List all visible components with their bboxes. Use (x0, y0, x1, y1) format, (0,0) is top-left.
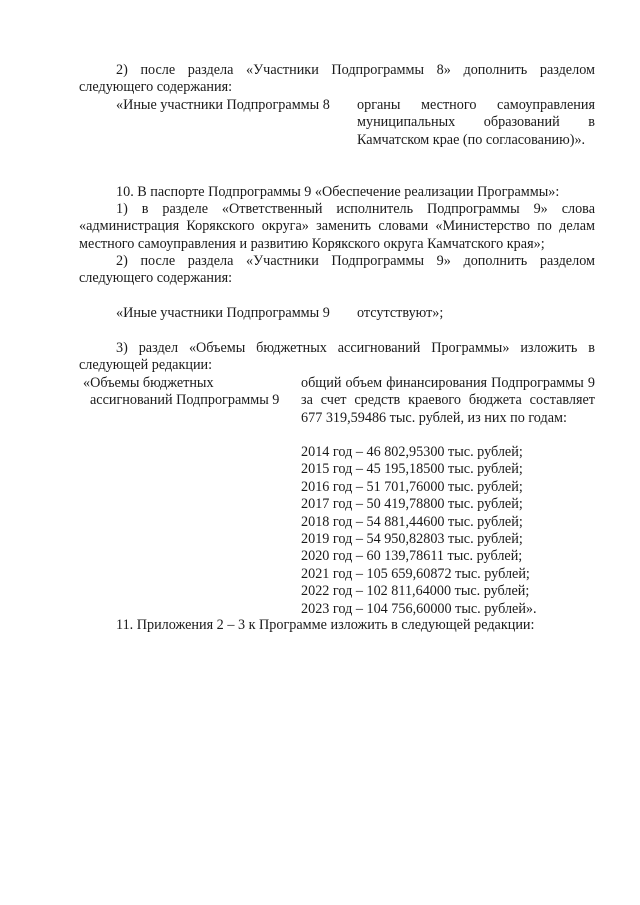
row9-label: «Иные участники Подпрограммы 9 (116, 305, 330, 321)
budget-year-row: 2015 год – 45 195,18500 тыс. рублей; (301, 461, 523, 478)
paragraph-item-10: 10. В паспорте Подпрограммы 9 «Обеспечение реализации Программы»: (116, 184, 560, 200)
row8-label: «Иные участники Подпрограммы 8 (116, 97, 330, 113)
paragraph-item-10-3: 3) раздел «Объемы бюджетных ассигнований Программы» изложить в следующей редакции: (79, 340, 595, 374)
budget-label-line1: «Объемы бюджетных (83, 375, 214, 391)
row9-value: отсутствуют»; (357, 305, 444, 321)
budget-year-row: 2017 год – 50 419,78800 тыс. рублей; (301, 496, 523, 513)
budget-year-row: 2014 год – 46 802,95300 тыс. рублей; (301, 444, 523, 460)
paragraph-item-11: 11. Приложения 2 – 3 к Программе изложить в следующей редакции: (116, 617, 535, 633)
paragraph-item-10-2: 2) после раздела «Участники Подпрограммы 9» дополнить разделом следующего содержания: (79, 253, 595, 287)
budget-label-line2: ассигнований Подпрограммы 9 (90, 392, 280, 408)
budget-year-row: 2023 год – 104 756,60000 тыс. рублей». (301, 600, 537, 617)
budget-year-row: 2016 год – 51 701,76000 тыс. рублей; (301, 478, 523, 495)
row8-value: органы местного самоуправления муниципальных образований в Камчатском крае (по согласованию)». (357, 97, 595, 148)
budget-year-row: 2021 год – 105 659,60872 тыс. рублей; (301, 565, 530, 582)
budget-year-row: 2019 год – 54 950,82803 тыс. рублей; (301, 530, 523, 547)
paragraph-item-2-subprogram-8: 2) после раздела «Участники Подпрограммы 8» дополнить разделом следующего содержания: (79, 62, 595, 96)
budget-year-row: 2018 год – 54 881,44600 тыс. рублей; (301, 513, 523, 530)
paragraph-item-10-1: 1) в разделе «Ответственный исполнитель Подпрограммы 9» слова «администрация Корякского округа» заменить словами «Министерство по делам местного самоуправления и развитию Корякского округа Камчатского края»; (79, 201, 595, 252)
budget-year-row: 2022 год – 102 811,64000 тыс. рублей; (301, 583, 530, 600)
budget-year-row: 2020 год – 60 139,78611 тыс. рублей; (301, 548, 523, 565)
budget-years-list (301, 444, 595, 618)
budget-intro: общий объем финансирования Подпрограммы 9 за счет средств краевого бюджета составляет 677 319,59486 тыс. рублей, из них по годам: (301, 375, 595, 426)
